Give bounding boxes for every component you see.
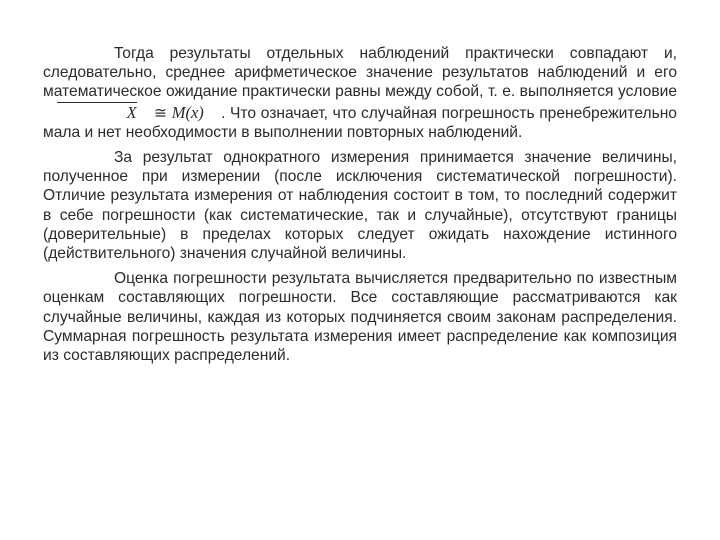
formula-x-bar: X (56, 102, 137, 122)
paragraph-1-text-after: . Что означает, что случайная погрешность пренебрежительно мала и нет необходимости в выполнении повторных наблюдений. (43, 104, 677, 141)
paragraph-3: Оценка погрешности результата вычисляется предварительно по известным оценкам составляющих погрешности. Все составляющие рассматриваются как случайные величины, каждая из которых подчиняется своим законам распределения. Суммарная погрешность результата измерения имеет распределение как композиция из составляющих распределений. (43, 270, 677, 365)
paragraph-2: За результат однократного измерения принимается значение величины, полученное при измерении (после исключения систематической погрешности). Отличие результата измерения от наблюдения состоит в том, то последний содержит в себе погрешности (как систематические, так и случайные), отсутствуют границы (доверительные) в пределах которых следует ожидать нахождение истинного (действительного) значения случайной величины. (43, 149, 677, 263)
formula-relation: ≅ (154, 104, 168, 122)
body-text (43, 44, 677, 365)
paragraph-1-text-before: Тогда результаты отдельных наблюдений практически совпадают и, следовательно, среднее арифметическое значение результатов наблюдений и его математическое ожидание практически равны между собой, т. е. выполняется условие (43, 45, 677, 101)
formula-expectation: M(x) (171, 102, 204, 122)
paragraph-1 (43, 44, 677, 142)
